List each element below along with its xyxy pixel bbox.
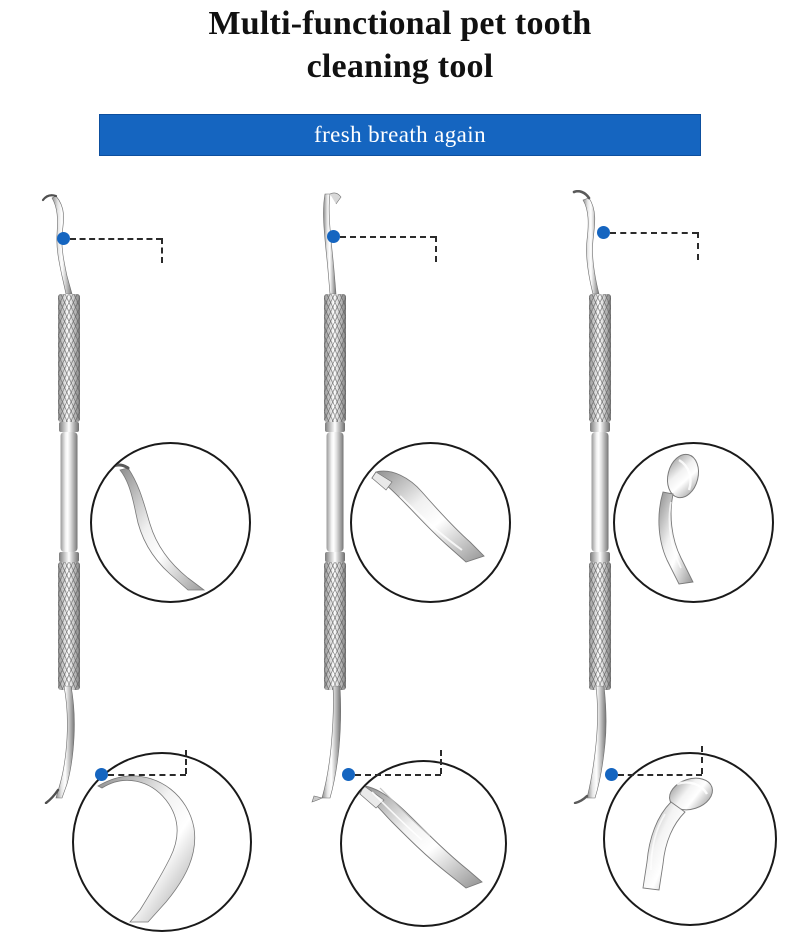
- tool-middle-upper-tip: [300, 190, 370, 298]
- callout-middle-bottom-illustration: [342, 762, 501, 921]
- tool-middle-upper-grip: [324, 294, 346, 422]
- leader-line-right-top-horizontal: [610, 232, 698, 234]
- tool-column-middle: [272, 190, 537, 800]
- callout-circle-left-top: [90, 442, 251, 603]
- page-title-line-2: cleaning tool: [306, 48, 494, 85]
- marker-dot-right-top[interactable]: [597, 226, 610, 239]
- leader-line-left-top-horizontal: [70, 238, 162, 240]
- page-title-line-1: Multi-functional pet tooth: [208, 5, 592, 42]
- tool-right-midshaft: [592, 432, 609, 552]
- marker-dot-middle-bottom[interactable]: [342, 768, 355, 781]
- tool-middle-upper-collar: [325, 422, 345, 432]
- tool-left-upper-collar: [59, 422, 79, 432]
- tool-right-upper-grip: [589, 294, 611, 422]
- tool-left-lower-grip: [58, 562, 80, 690]
- page-title: [0, 2, 800, 88]
- leader-line-middle-bottom-horizontal: [355, 774, 441, 776]
- callout-right-top-illustration: [615, 444, 768, 597]
- tool-middle-lower-tip: [300, 686, 370, 804]
- callout-circle-middle-bottom: [340, 760, 507, 927]
- callout-circle-right-top: [613, 442, 774, 603]
- callout-middle-top-illustration: [352, 444, 505, 597]
- tool-right-lower-grip: [589, 562, 611, 690]
- marker-dot-right-bottom[interactable]: [605, 768, 618, 781]
- callout-right-bottom-illustration: [605, 754, 771, 920]
- tool-middle-midshaft: [327, 432, 344, 552]
- leader-line-left-bottom-horizontal: [108, 774, 186, 776]
- leader-line-right-top-vertical: [697, 232, 699, 260]
- leader-line-right-bottom-horizontal: [618, 774, 702, 776]
- tool-right-upper-tip: [565, 190, 635, 298]
- tool-left-lower-collar: [59, 552, 79, 562]
- marker-dot-middle-top[interactable]: [327, 230, 340, 243]
- leader-line-middle-bottom-vertical: [440, 750, 442, 774]
- subtitle-text: fresh breath again: [314, 122, 486, 147]
- tool-right-lower-collar: [590, 552, 610, 562]
- callout-left-top-illustration: [92, 444, 245, 597]
- tool-left-upper-grip: [58, 294, 80, 422]
- tool-column-left: [10, 190, 275, 800]
- marker-dot-left-bottom[interactable]: [95, 768, 108, 781]
- subtitle-banner: [99, 114, 701, 156]
- marker-dot-left-top[interactable]: [57, 232, 70, 245]
- leader-line-left-bottom-vertical: [185, 750, 187, 774]
- tool-left-upper-tip: [34, 190, 104, 300]
- callout-circle-middle-top: [350, 442, 511, 603]
- tool-middle-lower-grip: [324, 562, 346, 690]
- leader-line-middle-top-horizontal: [340, 236, 436, 238]
- callout-circle-right-bottom: [603, 752, 777, 926]
- tool-left-midshaft: [61, 432, 78, 552]
- tool-column-right: [535, 190, 800, 800]
- tool-right-upper-collar: [590, 422, 610, 432]
- tool-middle-lower-collar: [325, 552, 345, 562]
- leader-line-middle-top-vertical: [435, 236, 437, 262]
- leader-line-left-top-vertical: [161, 238, 163, 263]
- leader-line-right-bottom-vertical: [701, 746, 703, 774]
